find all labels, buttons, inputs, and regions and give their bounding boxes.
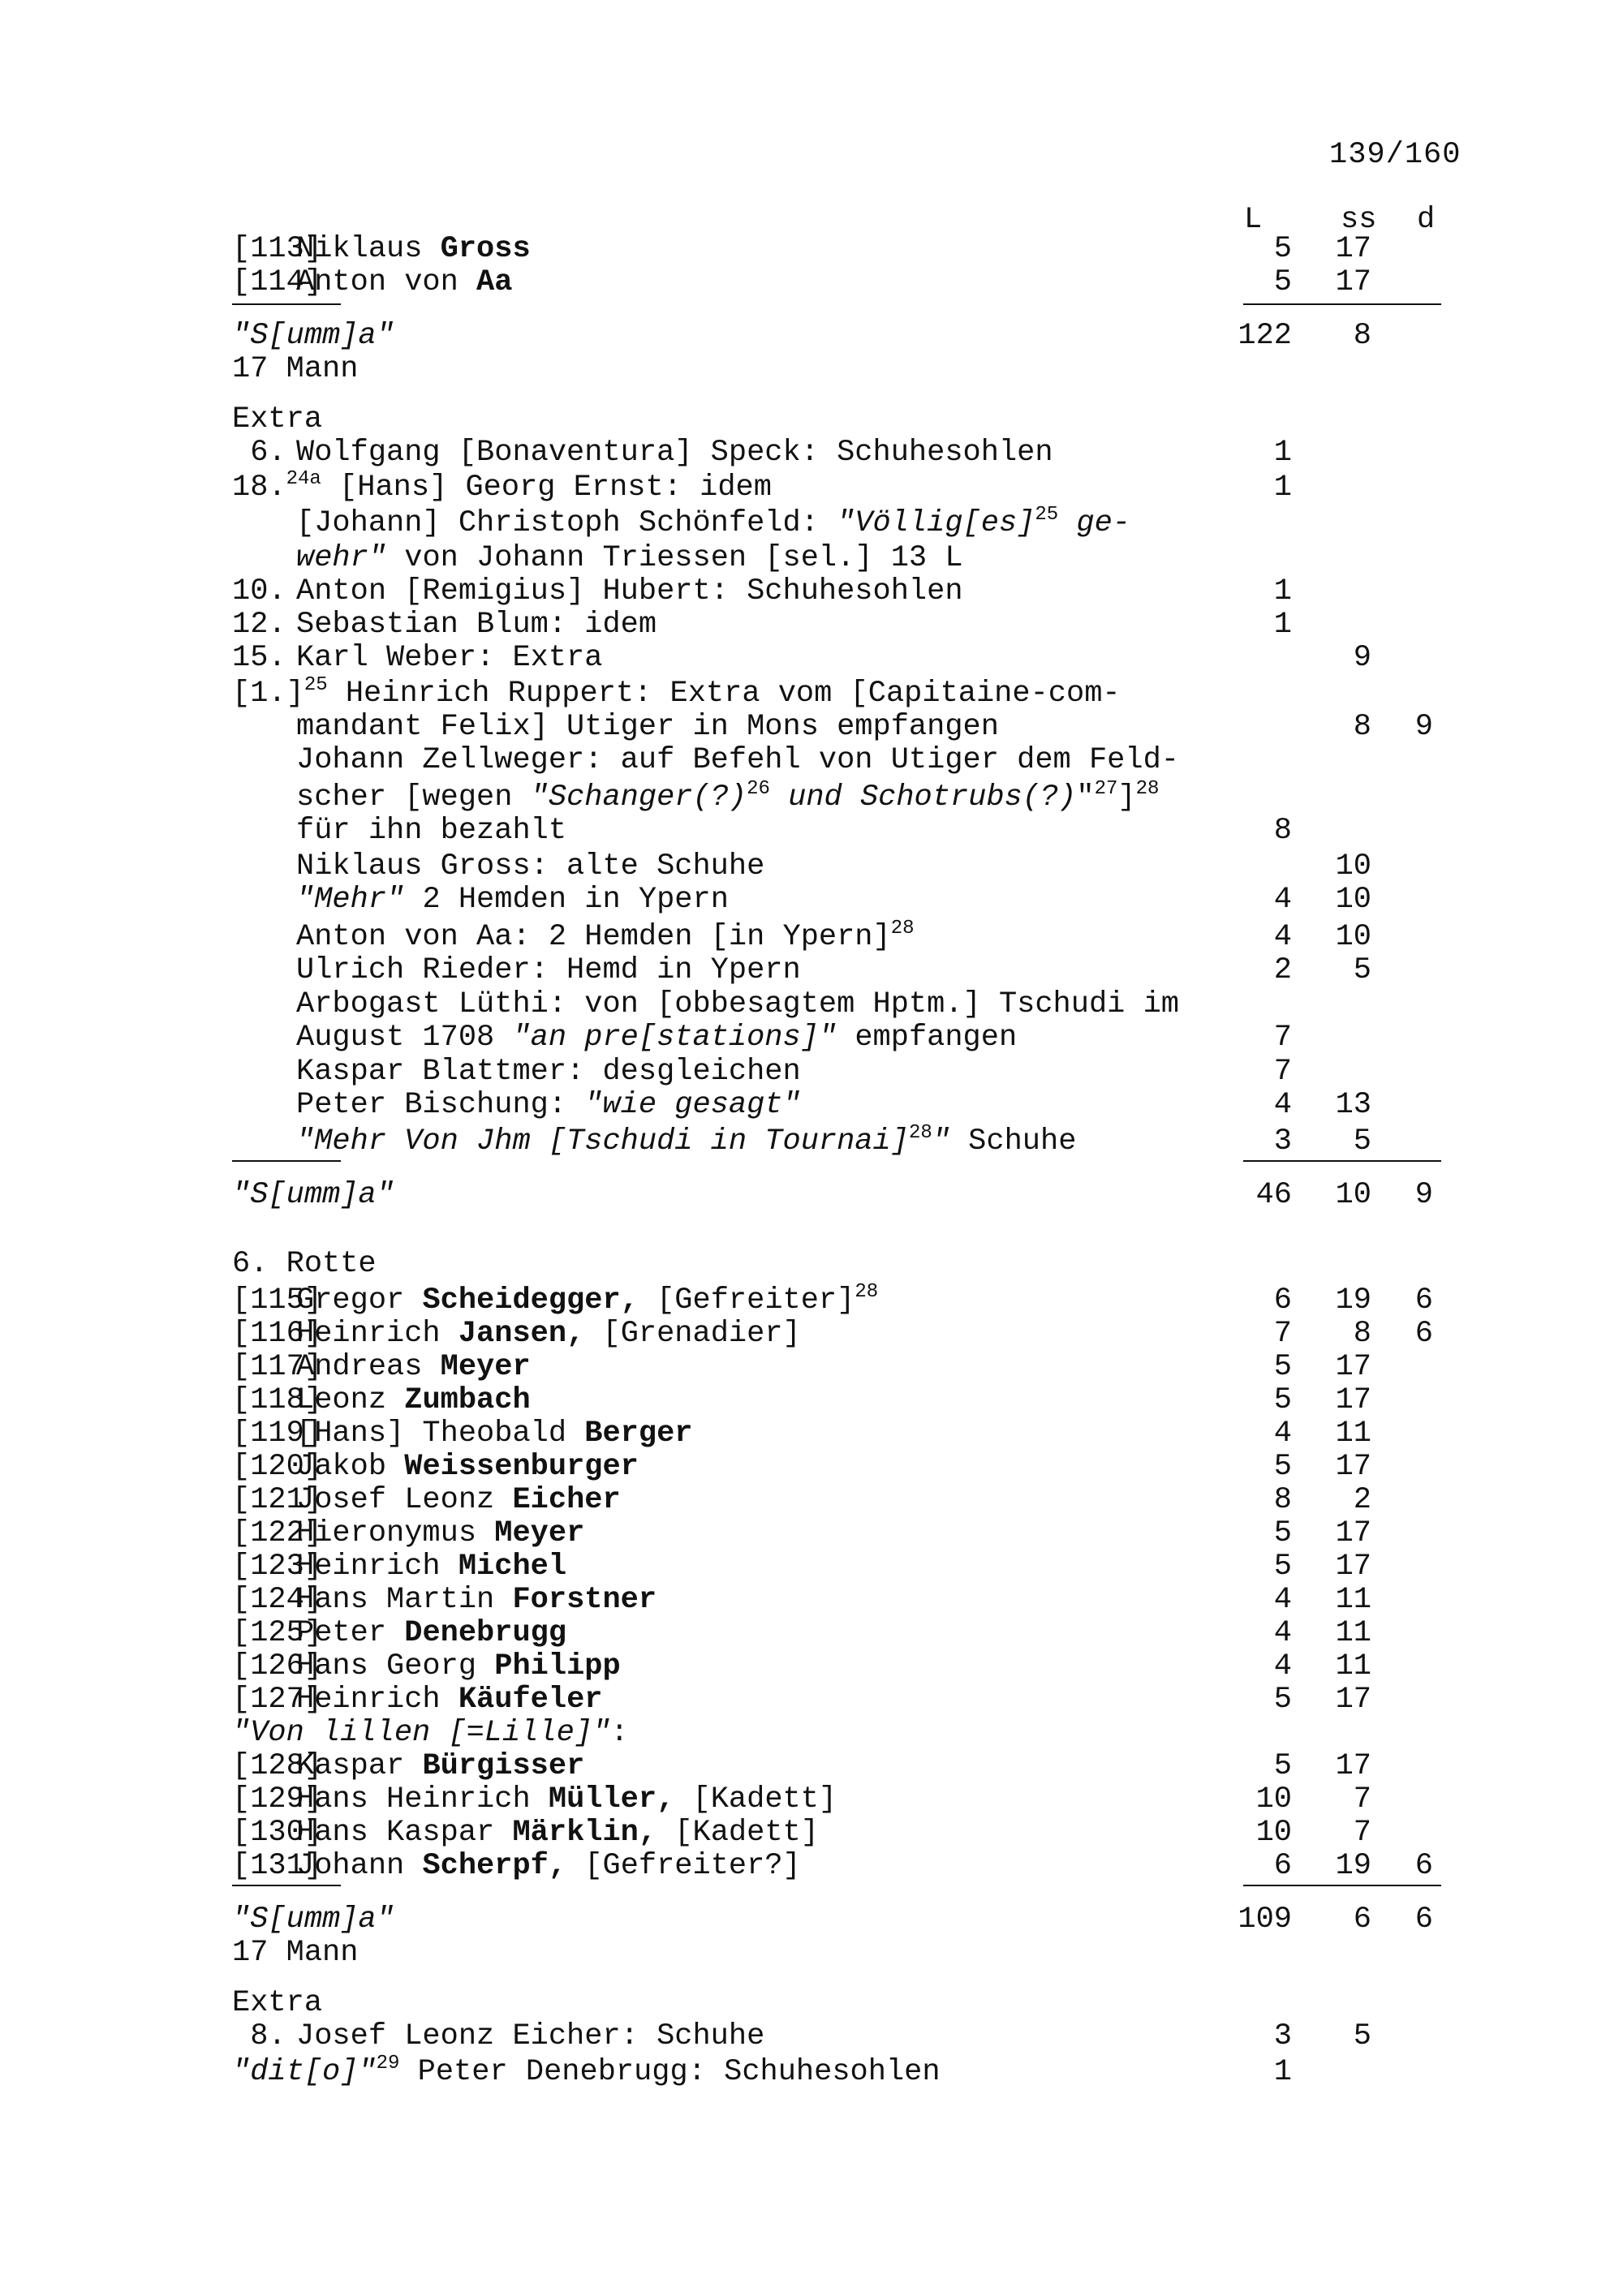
entry-index: [118] [232,1383,323,1417]
amount-livres: 4 [1273,1088,1292,1122]
entry-index: 15. [232,641,286,675]
quoted-text: "S[umm]a" [232,1178,394,1212]
footnote-ref: 29 [376,2053,400,2075]
entry-text: 18.$^{24a}$ [Hans] Georg Ernst: idem [232,468,772,505]
entry-text: Ulrich Rieder: Hemd in Ypern [296,953,801,987]
entry-text: scher [wegen "Schanger(?)$^{26}$ und Schotrubs(?)"$^{27}$]$^{28}$ [296,778,1160,815]
amount-livres: 7 [1273,1317,1292,1351]
entry-text: für ihn bezahlt [296,814,567,848]
amount-sols: 2 [1353,1483,1371,1517]
entry-index: [129] [232,1782,323,1817]
amount-sols: 17 [1335,232,1371,266]
ledger-row [0,506,1623,540]
amount-sols: 11 [1335,1583,1371,1617]
amount-sols: 13 [1335,1088,1371,1122]
footnote-ref: 24a [286,468,321,490]
entry-text: Josef Leonz Eicher: Schuhe [296,2019,765,2053]
amount-livres: 7 [1273,1055,1292,1089]
entry-text: Gregor Scheidegger, [Gefreiter]$^{28}$ [296,1281,879,1318]
entry-index: [115] [232,1283,323,1318]
entry-index: 10. [232,574,286,608]
surname: Scherpf, [422,1849,567,1883]
quoted-text: "S[umm]a" [232,319,394,353]
amount-livres: 8 [1273,1483,1292,1517]
surname: Michel [458,1550,567,1584]
entry-text: Heinrich Jansen, [Grenadier] [296,1317,801,1351]
column-header-livres: L [1244,203,1263,237]
entry-text: Johann Scherpf, [Gefreiter?] [296,1849,801,1883]
entry-text: Anton von Aa: 2 Hemden [in Ypern]$^{28}$ [296,918,915,954]
entry-text: [Hans] Theobald Berger [296,1417,693,1451]
ledger-row [0,1903,1623,1937]
footnote-ref: 25 [304,674,328,696]
amount-sols: 11 [1335,1649,1371,1683]
amount-sols: 10 [1335,920,1371,954]
amount-sols: 9 [1353,641,1371,675]
ledger-row [0,920,1623,954]
amount-sols: 17 [1335,1550,1371,1584]
amount-sols: 19 [1335,1849,1371,1883]
surname: Meyer [440,1350,531,1384]
entry-text: Leonz Zumbach [296,1383,531,1417]
entry-text: Extra [232,1986,323,2020]
ledger-row [0,987,1623,1021]
entry-text: Hans Georg Philipp [296,1649,621,1683]
ledger-row [0,574,1623,608]
amount-livres: 5 [1273,1683,1292,1717]
ledger-row [0,780,1623,815]
ledger-row [0,1055,1623,1089]
entry-text: Arbogast Lüthi: von [obbesagtem Hptm.] Tschudi im [296,987,1179,1021]
ledger-row [0,1782,1623,1817]
surname: Aa [476,265,513,299]
ledger-row [0,2019,1623,2053]
ledger-row [0,1021,1623,1055]
surname: Denebrugg [404,1616,567,1650]
entry-text: "Mehr Von Jhm [Tschudi in Tournai]$^{28}$" Schuhe [296,1122,1077,1159]
amount-livres: 10 [1255,1782,1292,1817]
amount-livres: 4 [1273,1616,1292,1650]
footnote-ref: 28 [1135,778,1160,800]
ledger-row [0,265,1623,299]
entry-text: Wolfgang [Bonaventura] Speck: Schuhesohlen [296,436,1053,470]
amount-livres: 3 [1273,2019,1292,2053]
amount-livres: 2 [1273,953,1292,987]
entry-text: Hieronymus Meyer [296,1516,585,1550]
entry-index: [117] [232,1350,323,1384]
amount-sols: 11 [1335,1417,1371,1451]
column-header-deniers: d [1417,203,1436,237]
entry-text: Jakob Weissenburger [296,1450,639,1484]
amount-livres: 3 [1273,1124,1292,1159]
ledger-row [0,1550,1623,1584]
quoted-text: "Von lillen [=Lille]" [232,1716,611,1750]
entry-text: Heinrich Michel [296,1550,567,1584]
footnote-ref: 27 [1094,778,1118,800]
ledger-row [0,814,1623,848]
amount-deniers: 6 [1414,1903,1433,1937]
ledger-row [0,2055,1623,2089]
entry-text [232,1903,394,1937]
surname: Müller, [548,1782,675,1817]
entry-index: 6. [232,436,286,470]
ledger-row [0,1124,1623,1159]
entry-index: [127] [232,1683,323,1717]
index-rule [232,303,341,305]
entry-text: Anton [Remigius] Hubert: Schuhesohlen [296,574,963,608]
entry-index: [126] [232,1649,323,1683]
entry-text: Heinrich Käufeler [296,1683,603,1717]
entry-index: [116] [232,1317,323,1351]
amount-livres: 1 [1273,574,1292,608]
entry-index: [124] [232,1583,323,1617]
surname: Jansen, [458,1317,585,1351]
footnote-ref: 25 [1035,504,1059,526]
entry-index: [122] [232,1516,323,1550]
ledger-row [0,1616,1623,1650]
surname: Eicher [512,1483,621,1517]
ledger-row [0,608,1623,642]
entry-index: [123] [232,1550,323,1584]
amount-livres: 1 [1273,608,1292,642]
entry-text: Hans Martin Forstner [296,1583,657,1617]
sum-rule [1243,1160,1441,1162]
ledger-row [0,1683,1623,1717]
amount-sols: 6 [1353,1903,1371,1937]
ledger-row [0,352,1623,386]
ledger-row [0,1849,1623,1883]
surname: Forstner [512,1583,657,1617]
quoted-text: "Mehr" [296,883,405,917]
ledger-row [0,1350,1623,1384]
amount-sols: 8 [1353,710,1371,744]
ledger-row [0,468,1623,505]
quoted-text: "S[umm]a" [232,1903,394,1937]
quoted-text: ge- [1058,506,1130,540]
ledger-row [0,232,1623,266]
amount-sols: 17 [1335,1350,1371,1384]
entry-index: [119] [232,1417,323,1451]
amount-livres: 5 [1273,265,1292,299]
ledger-row [0,641,1623,675]
amount-sols: 10 [1335,1178,1371,1212]
sum-rule [1243,303,1441,305]
quoted-text: "Völlig[es] [837,506,1035,540]
entry-index: [130] [232,1816,323,1850]
entry-text: Kaspar Bürgisser [296,1749,585,1783]
ledger-row [0,1516,1623,1550]
quoted-text: "wie gesagt" [584,1088,801,1122]
amount-sols: 5 [1353,2019,1371,2053]
amount-sols: 10 [1335,883,1371,917]
column-header-sols: ss [1341,203,1377,237]
entry-text: Anton von Aa [296,265,513,299]
ledger-row [0,1383,1623,1417]
amount-livres: 7 [1273,1021,1292,1055]
ledger-row [0,710,1623,744]
entry-index: [113] [232,232,323,266]
ledger-row [0,541,1623,575]
surname: Bürgisser [422,1749,585,1783]
amount-sols: 17 [1335,1383,1371,1417]
ledger-row [0,1450,1623,1484]
amount-livres: 4 [1273,1583,1292,1617]
amount-livres: 5 [1273,1350,1292,1384]
ledger-row [0,1417,1623,1451]
amount-sols: 19 [1335,1283,1371,1318]
entry-text: Extra [232,402,323,436]
footnote-ref: 28 [908,1122,932,1144]
entry-text: Niklaus Gross: alte Schuhe [296,849,765,884]
entry-index: [131] [232,1849,323,1883]
amount-sols: 11 [1335,1616,1371,1650]
quoted-text: "an pre[stations]" [512,1021,837,1055]
amount-sols: 8 [1353,319,1371,353]
index-rule [232,1160,341,1162]
amount-livres: 5 [1273,1450,1292,1484]
amount-deniers: 6 [1414,1317,1433,1351]
entry-text: 17 Mann [232,1936,359,1970]
entry-text: $[1.]^{25}$ Heinrich Ruppert: Extra vom [Capitaine-com- [232,674,1121,711]
amount-livres: 8 [1273,814,1292,848]
ledger-row [0,1583,1623,1617]
ledger-row [0,674,1623,711]
amount-deniers: 6 [1414,1849,1433,1883]
entry-index: [121] [232,1483,323,1517]
ledger-row [0,1088,1623,1122]
entry-text: Andreas Meyer [296,1350,531,1384]
amount-livres: 10 [1255,1816,1292,1850]
entry-text: wehr" von Johann Triessen [sel.] 13 L [296,541,963,575]
entry-text: Kaspar Blattmer: desgleichen [296,1055,801,1089]
sum-rule [1243,1885,1441,1886]
amount-sols: 7 [1353,1816,1371,1850]
entry-text [232,319,394,353]
amount-livres: 4 [1273,883,1292,917]
ledger-row [0,1986,1623,2020]
ledger-row [0,883,1623,917]
ledger-row [0,1816,1623,1850]
entry-text: "dit[o]"$^{29}$ Peter Denebrugg: Schuhesohlen [232,2053,941,2089]
quoted-text: "Mehr Von Jhm [Tschudi in Tournai] [296,1124,909,1159]
surname: Gross [440,232,531,266]
amount-sols: 17 [1335,1450,1371,1484]
amount-sols: 17 [1335,265,1371,299]
amount-livres: 4 [1273,1649,1292,1683]
entry-text: Peter Denebrugg [296,1616,567,1650]
entry-index: [128] [232,1749,323,1783]
ledger-row [0,436,1623,470]
amount-livres: 109 [1238,1903,1292,1937]
entry-text [232,1178,394,1212]
entry-index: 12. [232,608,286,642]
amount-deniers: 9 [1414,1178,1433,1212]
ledger-row [0,1247,1623,1281]
ledger-row [0,1178,1623,1212]
footnote-ref: 26 [747,778,770,800]
ledger-row [0,1317,1623,1351]
entry-text: "Mehr" 2 Hemden in Ypern [296,883,729,917]
entry-text: mandant Felix] Utiger in Mons empfangen [296,710,999,744]
amount-livres: 5 [1273,232,1292,266]
entry-text: "Von lillen [=Lille]": [232,1716,629,1750]
amount-sols: 10 [1335,849,1371,884]
entry-text: Karl Weber: Extra [296,641,603,675]
index-rule [232,1885,341,1886]
entry-text: Hans Kaspar Märklin, [Kadett] [296,1816,819,1850]
quoted-text: "dit[o]" [232,2055,377,2089]
entry-index: [114] [232,265,323,299]
surname: Weissenburger [404,1450,639,1484]
entry-index: 8. [232,2019,286,2053]
ledger-row [0,319,1623,353]
quoted-text: und Schotrubs(?) [769,780,1077,815]
amount-livres: 5 [1273,1383,1292,1417]
footnote-ref: 28 [890,918,915,939]
entry-text: Peter Bischung: "wie gesagt" [296,1088,801,1122]
ledger-row [0,1483,1623,1517]
ledger-row [0,1283,1623,1318]
entry-text: 6. Rotte [232,1247,377,1281]
amount-sols: 7 [1353,1782,1371,1817]
entry-text: Niklaus Gross [296,232,531,266]
amount-sols: 5 [1353,1124,1371,1159]
ledger-row [0,1716,1623,1750]
quoted-text: "Schanger(?) [530,780,747,815]
ledger-row [0,1749,1623,1783]
amount-livres: 6 [1273,1283,1292,1318]
amount-deniers: 9 [1414,710,1433,744]
amount-sols: 17 [1335,1749,1371,1783]
entry-text: [Johann] Christoph Schönfeld: "Völlig[es]$^{25}$ ge- [296,504,1130,540]
amount-livres: 46 [1255,1178,1292,1212]
amount-sols: 17 [1335,1683,1371,1717]
surname: Meyer [494,1516,585,1550]
amount-livres: 4 [1273,1417,1292,1451]
amount-livres: 1 [1273,436,1292,470]
footnote-ref: 28 [855,1281,879,1303]
ledger-row [0,1936,1623,1970]
amount-sols: 17 [1335,1516,1371,1550]
amount-sols: 5 [1353,953,1371,987]
page-number: 139/160 [1329,138,1462,172]
ledger-row [0,1649,1623,1683]
entry-text: 17 Mann [232,352,359,386]
amount-livres: 5 [1273,1749,1292,1783]
quoted-text: wehr" [296,541,387,575]
amount-livres: 1 [1273,2055,1292,2089]
ledger-row [0,743,1623,777]
surname: Märklin, [512,1816,657,1850]
amount-livres: 1 [1273,471,1292,505]
ledger-row [0,849,1623,884]
entry-text: Sebastian Blum: idem [296,608,657,642]
surname: Philipp [494,1649,621,1683]
entry-text: Johann Zellweger: auf Befehl von Utiger dem Feld- [296,743,1179,777]
quoted-text: " [932,1124,950,1159]
surname: Berger [584,1417,693,1451]
amount-livres: 6 [1273,1849,1292,1883]
surname: Zumbach [404,1383,531,1417]
ledger-row [0,953,1623,987]
amount-livres: 122 [1238,319,1292,353]
surname: Scheidegger, [422,1283,639,1318]
amount-livres: 4 [1273,920,1292,954]
entry-text: Hans Heinrich Müller, [Kadett] [296,1782,837,1817]
entry-index: [125] [232,1616,323,1650]
entry-text: Josef Leonz Eicher [296,1483,621,1517]
surname: Käufeler [458,1683,603,1717]
amount-deniers: 6 [1414,1283,1433,1318]
entry-index: [120] [232,1450,323,1484]
ledger-row [0,402,1623,436]
entry-text: August 1708 "an pre[stations]" empfangen [296,1021,1018,1055]
amount-livres: 5 [1273,1550,1292,1584]
amount-sols: 8 [1353,1317,1371,1351]
amount-livres: 5 [1273,1516,1292,1550]
